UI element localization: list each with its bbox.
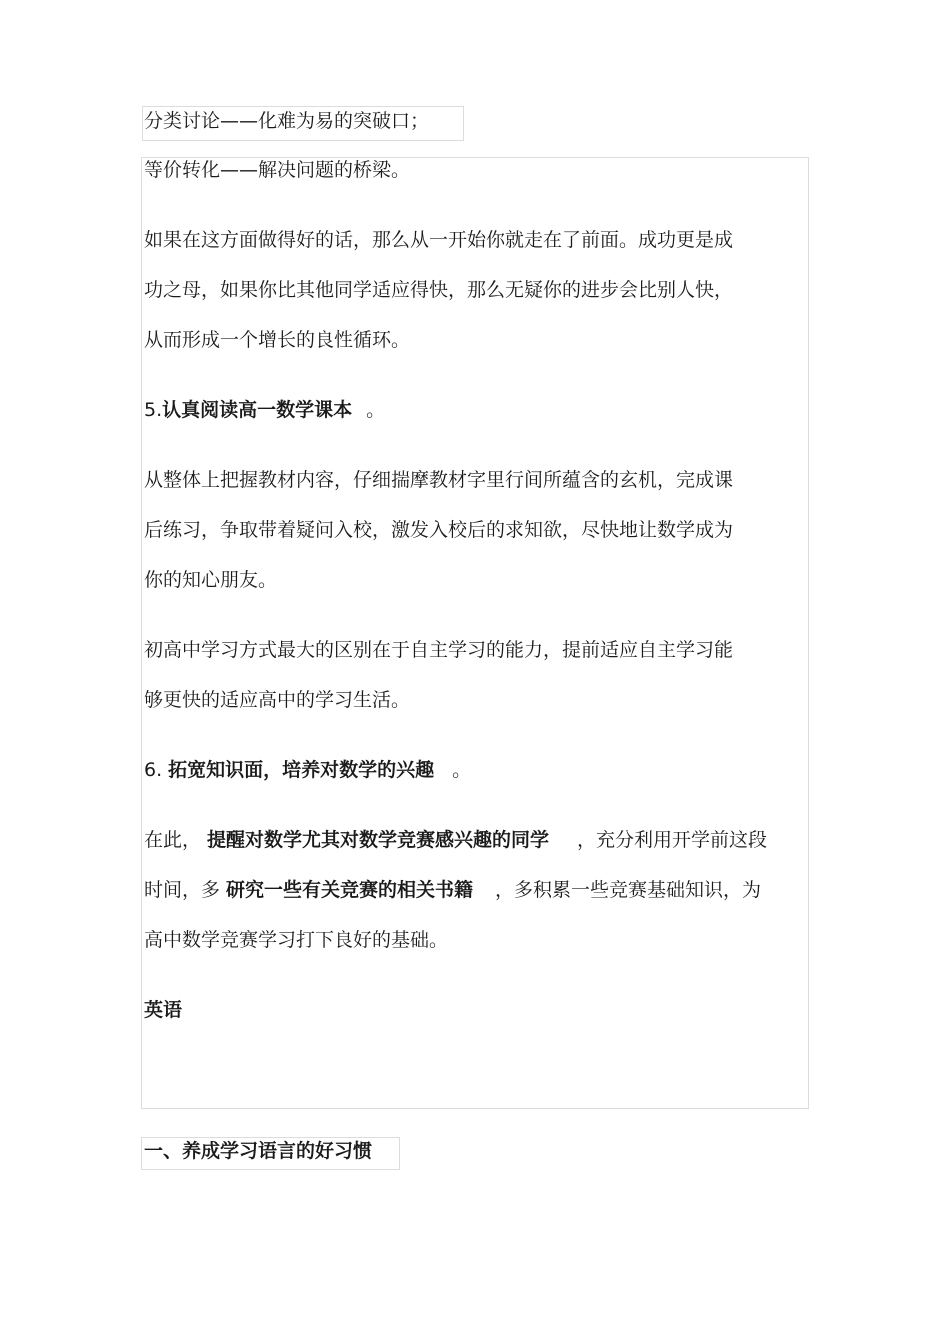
- para-3-line-1: 初高中学习方式最大的区别在于自主学习的能力，提前适应自主学习能: [144, 639, 734, 661]
- heading-5-end: 。: [366, 399, 386, 421]
- para-1-line-3: 从而形成一个增长的良性循环。: [144, 329, 411, 351]
- para-4-line-1-bold: 提醒对数学尤其对数学竞赛感兴趣的同学: [207, 829, 550, 851]
- heading-5-title: 认真阅读高一数学课本: [162, 399, 353, 421]
- para-1-line-2: 功之母，如果你比其他同学适应得快，那么无疑你的进步会比别人快，: [144, 279, 734, 301]
- heading-6-title: 拓宽知识面，培养对数学的兴趣: [168, 759, 435, 781]
- para-2-line-3: 你的知心朋友。: [144, 569, 278, 591]
- line-1: 分类讨论——化难为易的突破口；: [144, 110, 430, 132]
- line-2: 等价转化——解决问题的桥梁。: [144, 159, 411, 181]
- para-4-line-1: [144, 827, 767, 853]
- section-1-heading: 一、养成学习语言的好习惯: [144, 1140, 373, 1162]
- para-4-line-1-post: ，充分利用开学前这段: [577, 829, 768, 851]
- para-4-line-2-bold: 研究一些有关竞赛的相关书籍: [226, 879, 474, 901]
- para-4-line-3: 高中数学竞赛学习打下良好的基础。: [144, 929, 449, 951]
- heading-6-end: 。: [452, 759, 472, 781]
- para-2-line-1: 从整体上把握教材内容，仔细揣摩教材字里行间所蕴含的玄机，完成课: [144, 469, 734, 491]
- para-1-line-1: 如果在这方面做得好的话，那么从一开始你就走在了前面。成功更是成: [144, 229, 734, 251]
- para-4-line-2: [144, 877, 761, 903]
- heading-6-number: 6.: [144, 759, 163, 781]
- para-4-line-2-pre: 时间，多: [144, 879, 221, 901]
- heading-5-number: 5.: [144, 399, 163, 421]
- english-heading: 英语: [144, 999, 183, 1021]
- para-4-line-2-post: ，多积累一些竞赛基础知识，为: [495, 879, 762, 901]
- heading-6: [144, 757, 471, 783]
- para-4-line-1-pre: 在此，: [144, 829, 202, 851]
- heading-5: [144, 397, 385, 423]
- para-2-line-2: 后练习，争取带着疑问入校，激发入校后的求知欲，尽快地让数学成为: [144, 519, 734, 541]
- para-3-line-2: 够更快的适应高中的学习生活。: [144, 689, 411, 711]
